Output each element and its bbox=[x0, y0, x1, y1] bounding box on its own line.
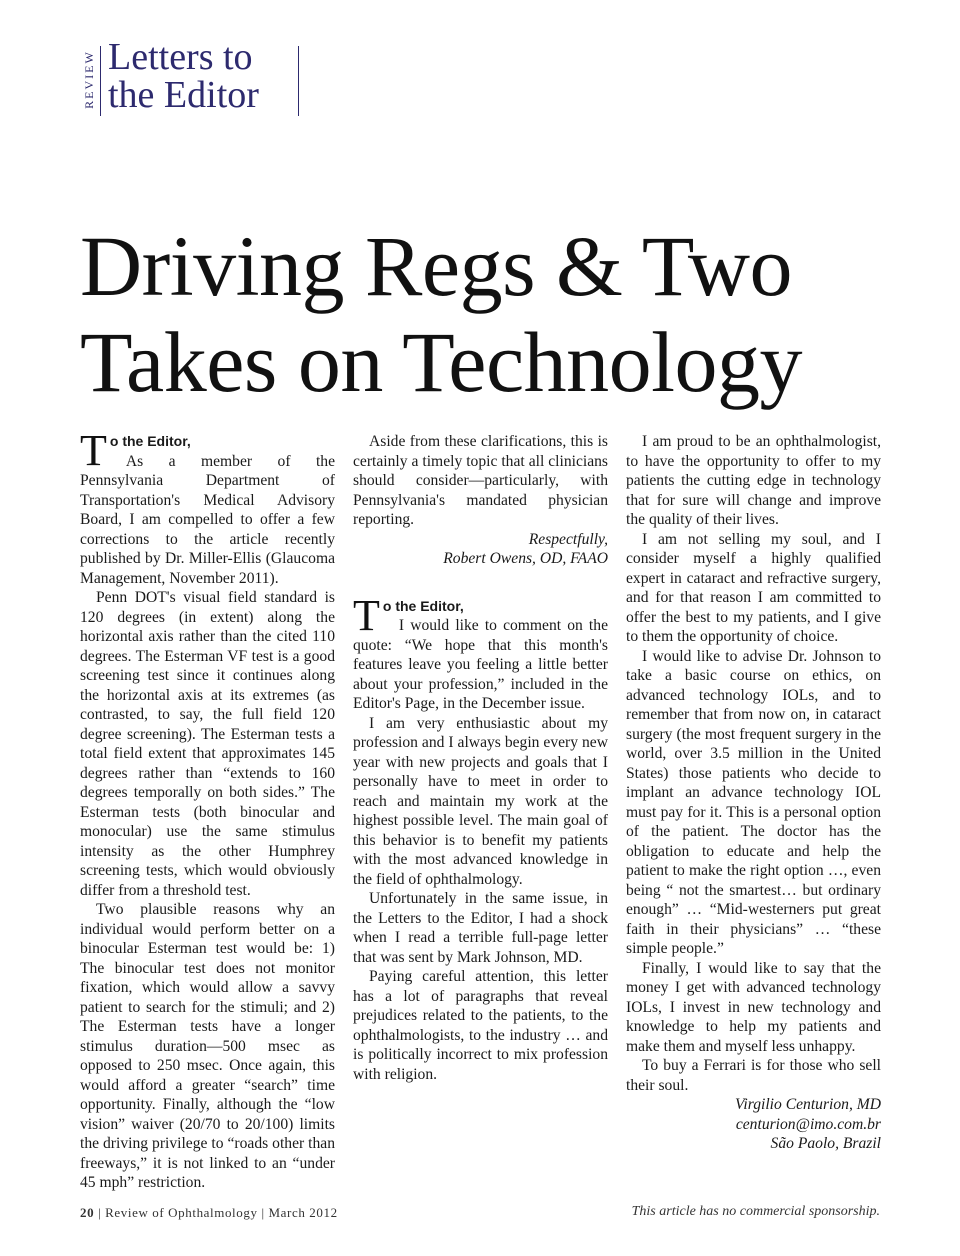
sponsorship-disclaimer: This article has no commercial sponsorship. bbox=[631, 1204, 880, 1219]
page-number: 20 bbox=[80, 1205, 95, 1220]
magazine-name: Review of Ophthalmology bbox=[105, 1205, 258, 1220]
letter2-paragraph: I am very enthusiastic about my profession and I always begin every new year with new projects and goals that I personally have to meet in order to reach and maintain my work at the highest possible level. The main goal of this behavior is to benefit my patients with the most advanced knowledge in the field of ophthalmology. bbox=[353, 714, 608, 888]
letter2-dropcap: T bbox=[353, 590, 380, 640]
section-tag: REVIEW bbox=[81, 49, 96, 109]
article-title-line1: Driving Regs & Two bbox=[80, 218, 793, 314]
letter2-paragraph: I would like to advise Dr. Johnson to take a basic course on ethics, on advanced technology IOLs, and to remember that from now on, in cataract surgery (the most frequent surgery in the world, over 3.5 million in the United States) those patients who decide to implant an advance technology IOL must pay for it. This is a personal option of the patient. The doctor has the obligation to educate and help the patient to make the right option …, even being “ not the smartest… but ordinary enough” … “Mid-westerners put great faith in their physicians” … “these simple people.” bbox=[626, 647, 881, 957]
letter1-paragraph: Aside from these clarifications, this is certainly a timely topic that all clinicians should consider—particularly, with Pennsylvania's mandated physician reporting. bbox=[353, 433, 608, 528]
letter1-paragraph: Two plausible reasons why an individual would perform better on a binocular Esterman test would be: 1) The binocular test does not monitor fixation, which would allow a savvy patient to search for the stimuli; and 2) The Esterman tests have a longer stimulus duration—500 msec as opposed to 250 msec. Once again, this would afford a greater “search” time opportunity. Finally, although the “low vision” waiver (20/70 to 20/100) limits the driving privilege to “roads other than freeways,” it is not linked to an “under 45 mph” restriction. bbox=[80, 901, 335, 1191]
letter2 bbox=[353, 590, 608, 1085]
letter1-closing: Respectfully, bbox=[528, 530, 608, 548]
header-divider-left bbox=[100, 46, 101, 116]
letter2-paragraph: Unfortunately in the same issue, in the Letters to the Editor, I had a shock when I read a terrible full-page letter that was sent by Mark Johnson, MD. bbox=[353, 890, 608, 966]
letter2-paragraph: I am not selling my soul, and I consider myself a highly qualified expert in cataract and refractive surgery, and for that reason I am committed to offer the best to my patients, and I give to them the opportunity of choice. bbox=[626, 530, 881, 645]
section-title bbox=[108, 38, 259, 114]
footer-separator: | bbox=[261, 1205, 265, 1220]
page-footer bbox=[80, 1205, 338, 1221]
article-title-line2: Takes on Technology bbox=[80, 314, 803, 410]
letter1-signature: Robert Owens, OD, FAAO bbox=[443, 550, 608, 567]
letter2-paragraph: Paying careful attention, this letter has a lot of paragraphs that reveal prejudices related to the patients, to the ophthalmologists, to the industry … and is politically incorrect to mix profession with religion. bbox=[353, 968, 608, 1083]
section-title-line1: Letters to bbox=[108, 36, 253, 78]
letter1-salutation bbox=[80, 426, 335, 475]
column-3 bbox=[626, 432, 881, 1154]
letter1-paragraph: Penn DOT's visual field standard is 120 degrees (in extent) along the horizontal axis rather than the cited 110 degrees. The Esterman VF test is a good screening test since it continues along the horizontal axis at its extremes (as contrasted, to say, the full field 120 degree screening). The Esterman tests a total field extent that approximates 145 degrees rather than “extends to 160 degrees temporally on both sides.” The Esterman tests (both binocular and monocular) use the same stimulus intensity as the other Humphrey screening tests, which would obviously differ from a threshold test. bbox=[80, 589, 335, 899]
letter2-signature-email: centurion@imo.com.br bbox=[735, 1115, 881, 1133]
article-title bbox=[80, 218, 900, 410]
column-1 bbox=[80, 426, 335, 1193]
letter2-paragraph: I am proud to be an ophthalmologist, to have the opportunity to offer to my patients the cutting edge in technology that for sure will change and improve the quality of their lives. bbox=[626, 433, 881, 528]
letter1-salutation-text: o the Editor, bbox=[109, 433, 191, 449]
letter2-salutation bbox=[353, 590, 608, 640]
letter1-dropcap: T bbox=[80, 426, 107, 475]
section-title-line2: the Editor bbox=[108, 74, 259, 116]
letter2-paragraph: To buy a Ferrari is for those who sell their soul. bbox=[626, 1057, 881, 1094]
letter2-paragraph: Finally, I would like to say that the money I get with advanced technology IOLs, I invest in new technology and knowledge to help my patients and make them and myself less unhappy. bbox=[626, 959, 881, 1055]
issue-date: March 2012 bbox=[268, 1205, 338, 1220]
letter2-salutation-text: o the Editor, bbox=[382, 597, 464, 614]
letter1-paragraph: As a member of the Pennsylvania Department of Transportation's Medical Advisory Board, I am compelled to offer a few corrections to the article recently published by Dr. Miller-Ellis (Glaucoma Management, November 2011). bbox=[80, 452, 335, 587]
letter2-signature-city: São Paolo, Brazil bbox=[770, 1135, 881, 1152]
footer-separator: | bbox=[98, 1205, 102, 1220]
letter2-paragraph: I would like to comment on the quote: “We hope that this month's features leave you feeling a little better about your profession,” included in the Editor's Page, in the December issue. bbox=[353, 617, 608, 712]
column-2 bbox=[353, 432, 608, 1084]
letter2-signature-name: Virgilio Centurion, MD bbox=[735, 1096, 881, 1113]
header-divider-right bbox=[298, 46, 299, 116]
